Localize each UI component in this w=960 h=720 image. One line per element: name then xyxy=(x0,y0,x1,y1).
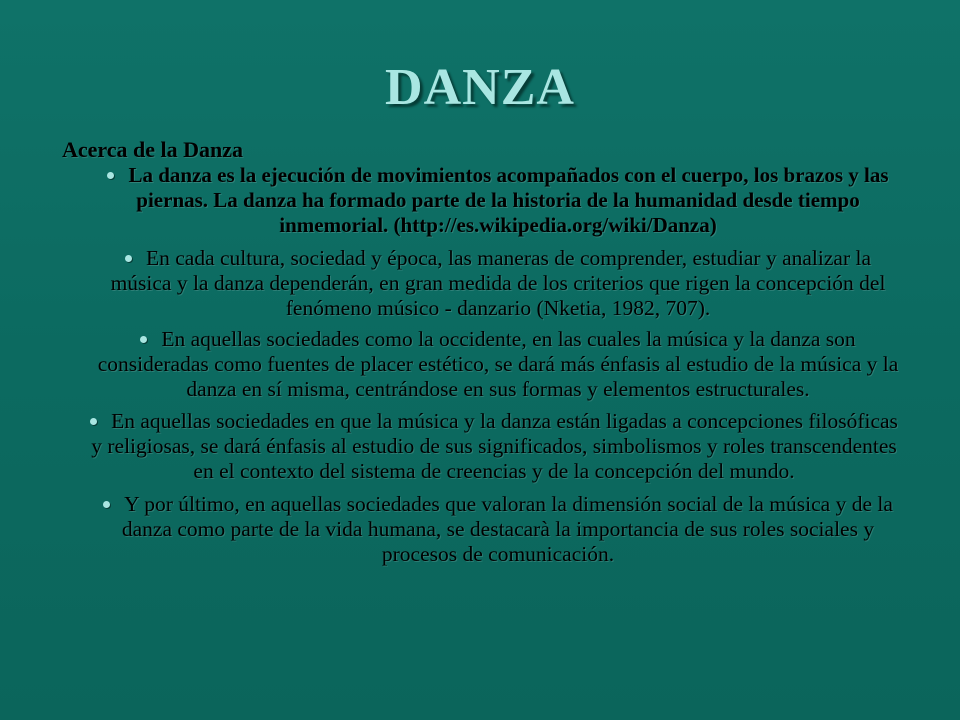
bullet-text-2: En cada cultura, sociedad y época, las maneras de comprender, estudiar y analizar la música y la danza dependerán, en gran medida de los criterios que rigen la concepción del fenómeno músico - danzario (Nketia, 1982, 707). xyxy=(110,246,886,320)
bullet-item-3 xyxy=(66,327,906,402)
bullet-item-2 xyxy=(66,246,906,321)
bullet-dot-icon xyxy=(90,418,97,425)
bullet-item-4 xyxy=(66,409,906,484)
bullet-dot-icon xyxy=(140,336,147,343)
bullet-text-4: En aquellas sociedades en que la música y la danza están ligadas a concepciones filosóficas y religiosas, se dará énfasis al estudio de sus significados, simbolismos y roles transcendentes en el contexto del sistema de creencias y de la concepción del mundo. xyxy=(91,409,898,483)
bullet-item-5 xyxy=(66,492,906,567)
slide-subtitle: Acerca de la Danza xyxy=(62,137,244,162)
bullet-text-5: Y por último, en aquellas sociedades que valoran la dimensión social de la música y de la danza como parte de la vida humana, se destacarà la importancia de sus roles sociales y procesos de comunicación. xyxy=(121,492,893,566)
bullet-dot-icon xyxy=(125,255,132,262)
bullet-text-3: En aquellas sociedades como la occidente, en las cuales la música y la danza son consideradas como fuentes de placer estético, se dará más énfasis al estudio de la música y la danza en sí misma, centrándose en sus formas y elementos estructurales. xyxy=(97,327,899,401)
slide-title: DANZA xyxy=(385,59,575,116)
bullet-list xyxy=(66,163,906,575)
bullet-item-1 xyxy=(66,163,906,238)
bullet-text-1: La danza es la ejecución de movimientos acompañados con el cuerpo, los brazos y las piernas. La danza ha formado parte de la historia de la humanidad desde tiempo inmemorial. (http://es.wikipedia.org/wiki/Danza) xyxy=(128,163,889,237)
bullet-dot-icon xyxy=(107,172,114,179)
bullet-dot-icon xyxy=(103,501,110,508)
